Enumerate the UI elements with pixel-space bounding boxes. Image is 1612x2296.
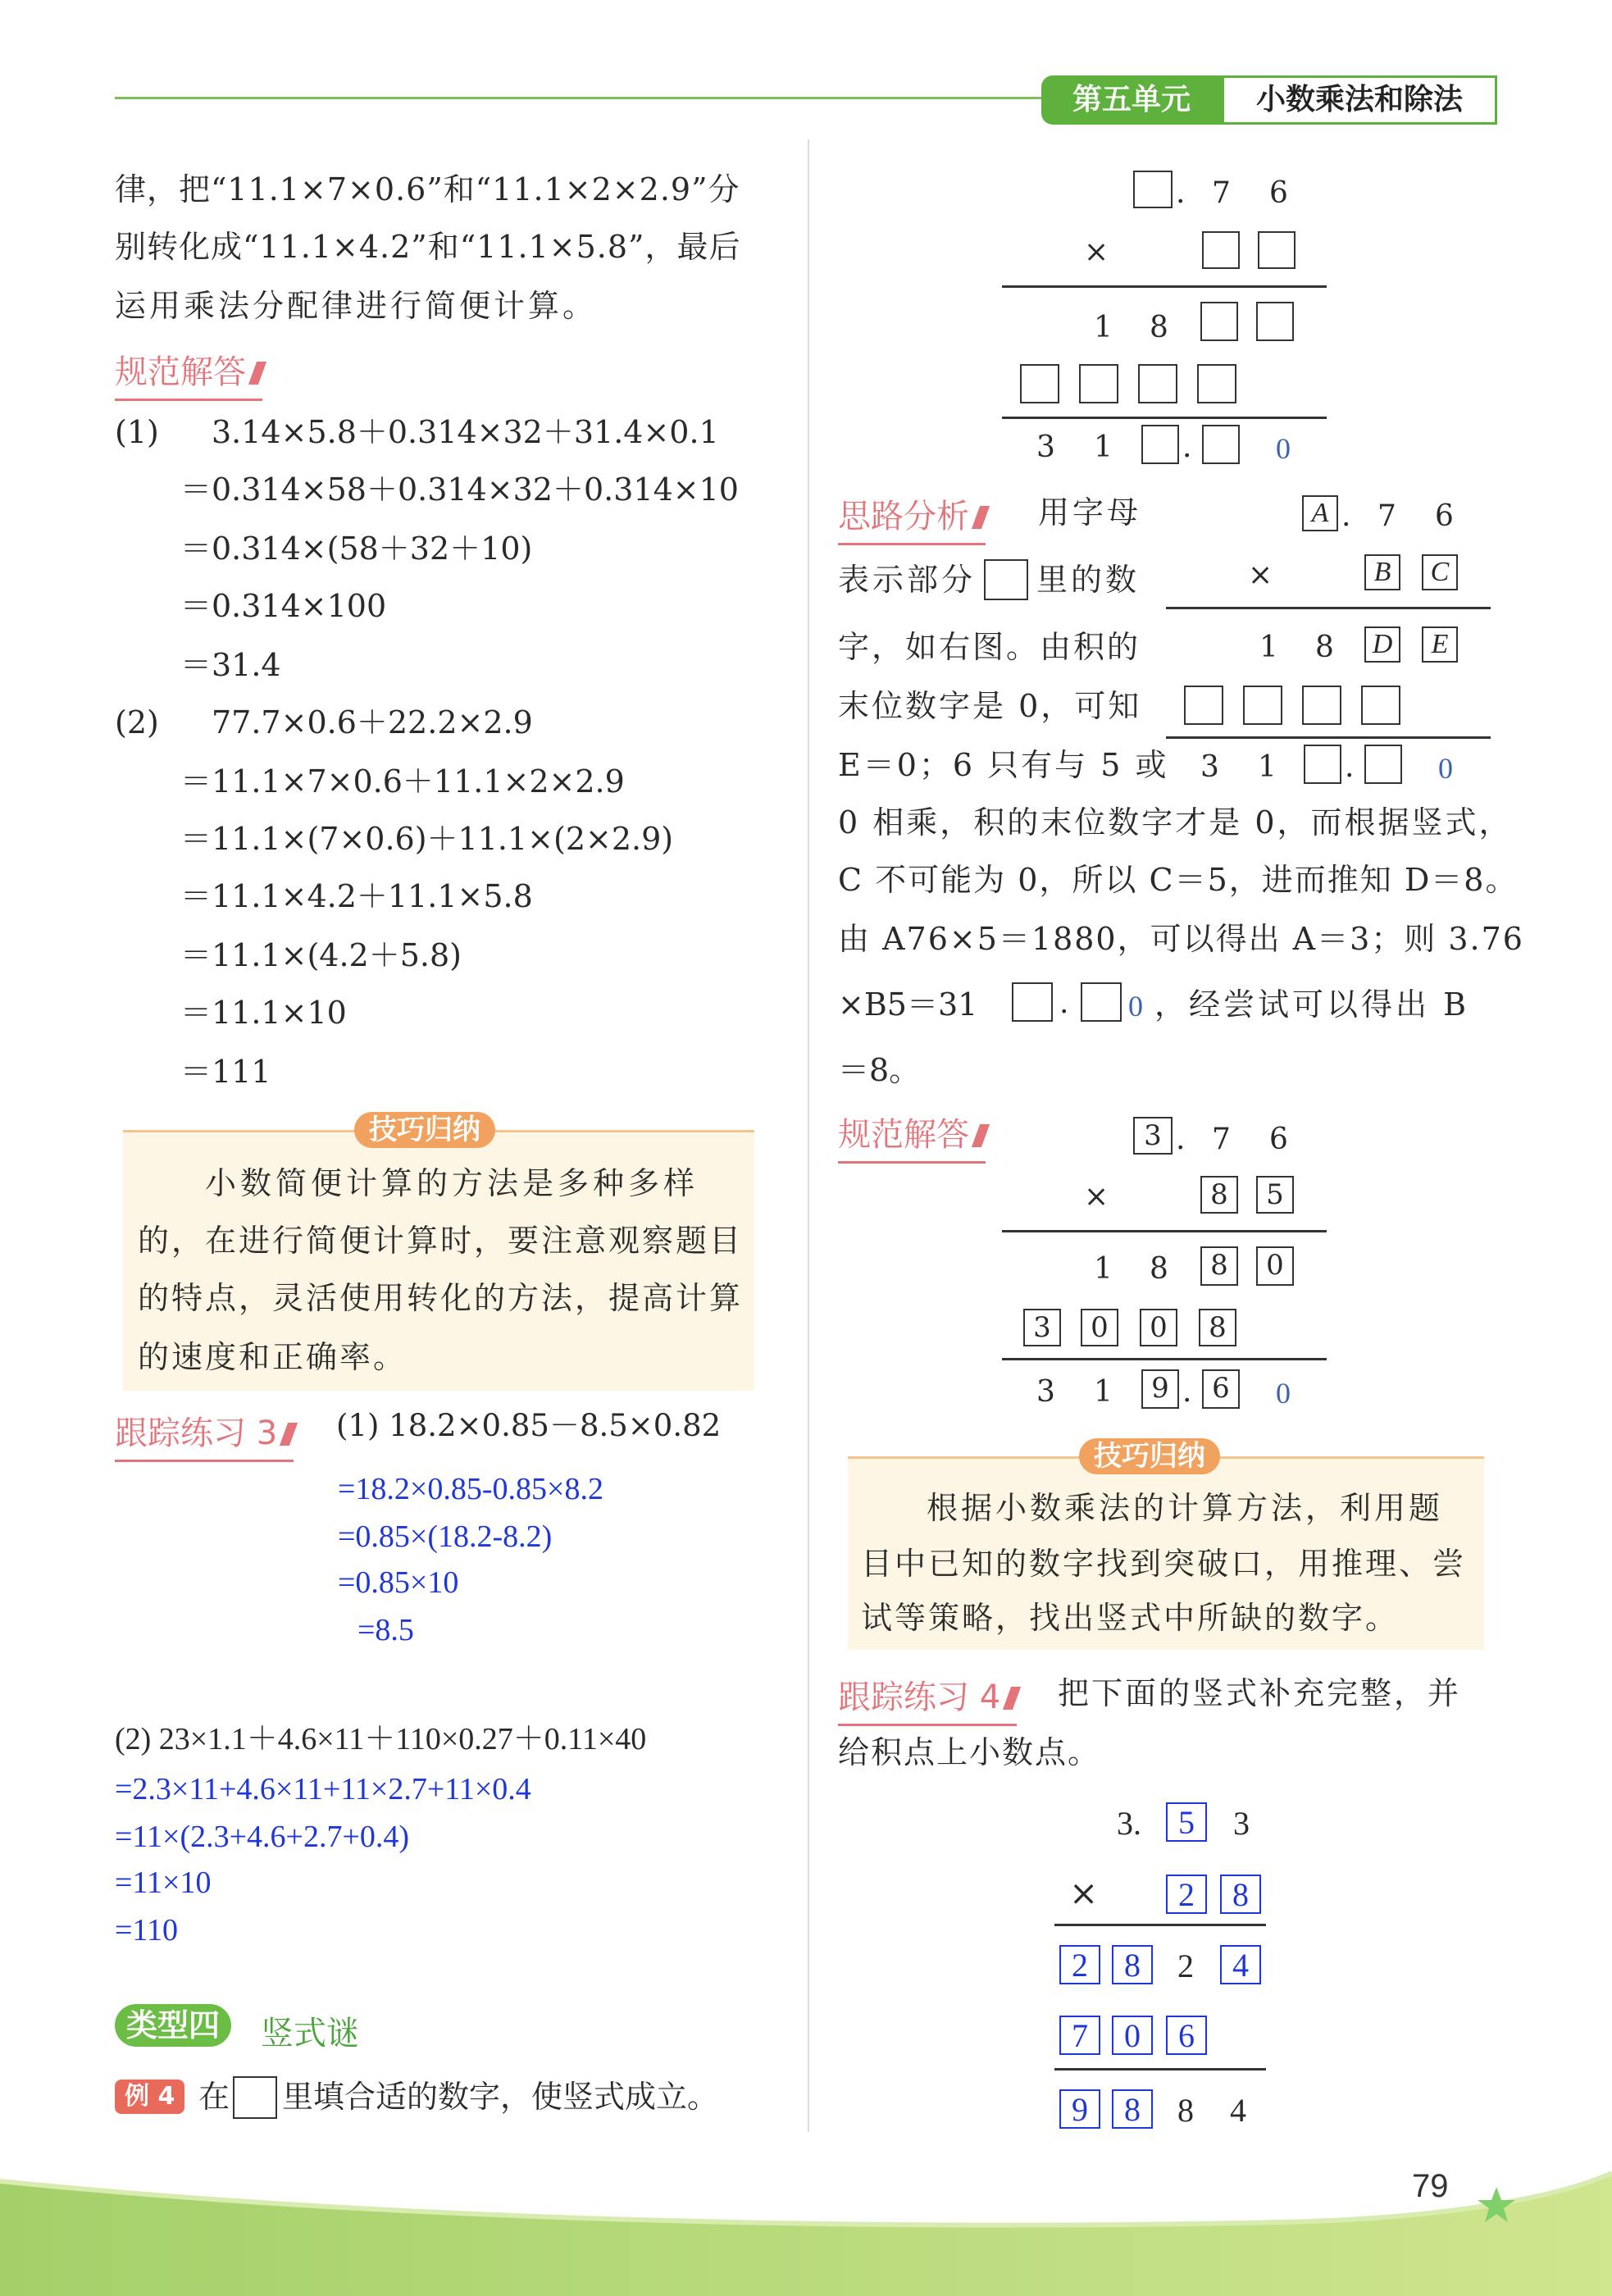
- tip-title-left: 技巧归纳: [354, 1112, 495, 1148]
- puzzle-rule-2: [1002, 417, 1327, 419]
- letter-box-c: C: [1422, 554, 1458, 590]
- lettered-box-r4: [1361, 686, 1400, 725]
- practice4-line-1: 把下面的竖式补充完整，并: [1058, 1675, 1462, 1711]
- analysis-label: 思路分析: [838, 490, 986, 537]
- p4-r3a[interactable]: 9: [1059, 2089, 1100, 2129]
- analysis-side-3: 里的数: [1036, 562, 1141, 598]
- lettered-digit-6: 6: [1435, 499, 1454, 533]
- header-rule: [115, 97, 1041, 99]
- puzzle-box-r4[interactable]: [1197, 364, 1236, 403]
- tip-left-line-2: 的，在进行简便计算时，要注意观察题目: [138, 1223, 744, 1259]
- p4-rule-1: [1054, 1924, 1266, 1926]
- p1-step-3: ＝0.314×(58＋32＋10): [180, 531, 533, 567]
- flag-icon: [1003, 1687, 1021, 1710]
- lettered-res-1: 1: [1258, 750, 1277, 784]
- puzzle-box-d[interactable]: [1200, 302, 1238, 341]
- puzzle-box-a[interactable]: [1133, 171, 1173, 208]
- analysis-line-5: ＝8。: [838, 1052, 921, 1088]
- puzzle-box-r3[interactable]: [1138, 364, 1177, 403]
- tip-left-line-4: 的速度和正确率。: [138, 1339, 408, 1375]
- type-title: 竖式谜: [261, 2015, 359, 2052]
- solved-box-r4: 8: [1199, 1309, 1236, 1346]
- solved-box-a: 3: [1133, 1117, 1173, 1155]
- p4-times: ×: [1069, 1873, 1099, 1913]
- lettered-digit-7: 7: [1377, 499, 1396, 533]
- p4-r1c: 2: [1177, 1947, 1194, 1984]
- analysis-side-4: 字，如右图。由积的: [838, 629, 1141, 665]
- p4-r3d: 4: [1230, 2092, 1246, 2129]
- lettered-box-r1: [1184, 686, 1223, 725]
- practice3-q1: (1) 18.2×0.85－8.5×0.82: [336, 1408, 722, 1443]
- solved-dot: .: [1176, 1123, 1186, 1156]
- puzzle-rule-1: [1002, 285, 1327, 288]
- p4-m1[interactable]: 2: [1166, 1875, 1207, 1914]
- solved-zero: 0: [1276, 1377, 1291, 1410]
- analysis-side-5: 末位数字是 0，可知: [838, 688, 1142, 724]
- tip-left-line-3: 的特点，灵活使用转化的方法，提高计算: [138, 1280, 744, 1316]
- puzzle-digit-6: 6: [1269, 176, 1288, 210]
- p4-r1b[interactable]: 8: [1112, 1945, 1153, 1984]
- intro-line-1: 律，把“11.1×7×0.6”和“11.1×2×2.9”分: [115, 171, 740, 207]
- practice4-line-2: 给积点上小数点。: [838, 1734, 1101, 1770]
- solved-box-d: 8: [1200, 1246, 1238, 1286]
- analysis-line-4-post: ，经尝试可以得出 B: [1154, 986, 1470, 1023]
- puzzle-box-r1[interactable]: [1020, 364, 1059, 403]
- header-unit-badge: [1041, 75, 1222, 125]
- p4-top-left: 3.: [1117, 1805, 1141, 1842]
- p2-label: (2): [115, 704, 159, 740]
- practice4-label: 跟踪练习 4: [838, 1671, 1017, 1718]
- blank-box-icon: [233, 2076, 277, 2119]
- puzzle-digit-7: 7: [1212, 176, 1231, 210]
- solved-box-r2: 0: [1081, 1309, 1118, 1346]
- puzzle-dot: .: [1176, 176, 1186, 210]
- tip-right-line-1: 根据小数乘法的计算方法，利用题: [927, 1490, 1444, 1526]
- letter-box-d: D: [1364, 626, 1400, 663]
- p4-r3c: 8: [1177, 2092, 1194, 2129]
- practice3-a1-line-3: =0.85×10: [338, 1565, 459, 1600]
- puzzle-box-r2[interactable]: [1079, 364, 1118, 403]
- p4-r3b[interactable]: 8: [1112, 2089, 1153, 2129]
- p4-rule-2: [1054, 2068, 1266, 2070]
- solved-box-f1: 9: [1141, 1369, 1179, 1409]
- p1-step-4: ＝0.314×100: [180, 588, 387, 624]
- analysis-line-1: 0 相乘，积的末位数字才是 0，而根据竖式，: [838, 804, 1513, 840]
- analysis-line-2: C 不可能为 0，所以 C＝5，进而推知 D＝8。: [838, 862, 1519, 898]
- p2-step-1: 77.7×0.6＋22.2×2.9: [212, 704, 533, 740]
- letter-box-e: E: [1422, 626, 1458, 663]
- solved-digit-6: 6: [1269, 1123, 1288, 1156]
- solved-p1-1: 1: [1094, 1252, 1113, 1286]
- puzzle-p1-1: 1: [1094, 311, 1113, 344]
- p4-r1a[interactable]: 2: [1059, 1945, 1100, 1984]
- analysis-inline-dot: .: [1059, 986, 1069, 1020]
- letter-box-b: B: [1364, 554, 1400, 590]
- lettered-res-dot: .: [1345, 750, 1355, 784]
- solved-res-dot: .: [1182, 1375, 1192, 1409]
- tip-right-line-2: 目中已知的数字找到突破口，用推理、尝: [861, 1546, 1467, 1582]
- p4-r2c[interactable]: 6: [1166, 2016, 1207, 2055]
- lettered-times: ×: [1248, 558, 1273, 592]
- lettered-res-3: 3: [1200, 750, 1219, 784]
- analysis-side-6: E＝0；6 只有与 5 或: [838, 747, 1169, 783]
- p2-step-4: ＝11.1×4.2＋11.1×5.8: [180, 878, 533, 914]
- example-badge: 例 4: [115, 2080, 184, 2114]
- tip-title-right: 技巧归纳: [1079, 1438, 1220, 1474]
- analysis-side-1: 用字母: [1038, 494, 1142, 531]
- flag-icon: [972, 506, 990, 529]
- p4-r1d[interactable]: 4: [1220, 1945, 1261, 1984]
- lettered-p1-1: 1: [1259, 631, 1278, 664]
- practice3-a2-line-3: =11×10: [115, 1866, 212, 1900]
- lettered-rule-1: [1166, 607, 1491, 609]
- practice3-q2: (2) 23×1.1＋4.6×11＋110×0.27＋0.11×40: [115, 1722, 647, 1756]
- puzzle-res-1: 1: [1094, 430, 1113, 464]
- p4-r2a[interactable]: 7: [1059, 2016, 1100, 2055]
- p4-top-box[interactable]: 5: [1166, 1802, 1207, 1842]
- p2-step-5: ＝11.1×(4.2＋5.8): [180, 937, 462, 973]
- flag-icon: [972, 1124, 990, 1147]
- p2-step-7: ＝111: [180, 1054, 271, 1090]
- solved-res-1: 1: [1094, 1375, 1113, 1409]
- flag-icon: [248, 362, 266, 385]
- solved-res-3: 3: [1036, 1375, 1055, 1409]
- flag-icon: [280, 1423, 298, 1446]
- example-text-pre: 在: [198, 2079, 230, 2115]
- solved-box-c: 5: [1256, 1176, 1294, 1214]
- lettered-box-r2: [1243, 686, 1282, 725]
- analysis-side-2: 表示部分: [838, 562, 977, 598]
- puzzle-box-f1[interactable]: [1141, 425, 1179, 464]
- puzzle-times: ×: [1084, 235, 1109, 269]
- solved-times: ×: [1084, 1180, 1109, 1214]
- puzzle-box-f2[interactable]: [1202, 425, 1240, 464]
- solved-box-r3: 0: [1140, 1309, 1177, 1346]
- analysis-inline-box-2: [1081, 982, 1122, 1022]
- p4-top-right: 3: [1233, 1805, 1250, 1842]
- type-badge: 类型四: [115, 2004, 231, 2047]
- puzzle-res-dot: .: [1182, 430, 1192, 464]
- column-divider: [808, 139, 809, 2132]
- p1-step-2: ＝0.314×58＋0.314×32＋0.314×10: [180, 472, 739, 508]
- solved-box-r1: 3: [1023, 1309, 1061, 1346]
- analysis-line-3: 由 A76×5＝1880，可以得出 A＝3；则 3.76: [838, 921, 1524, 957]
- puzzle-box-e[interactable]: [1256, 302, 1294, 341]
- solved-box-e: 0: [1256, 1246, 1294, 1286]
- tip-right-line-3: 试等策略，找出竖式中所缺的数字。: [861, 1600, 1400, 1636]
- puzzle-zero: 0: [1276, 432, 1291, 465]
- lettered-p1-8: 8: [1315, 631, 1334, 664]
- header-title-box: [1222, 75, 1497, 125]
- p2-step-6: ＝11.1×10: [180, 995, 347, 1031]
- footer-wave: [0, 2165, 1612, 2296]
- solved-p1-8: 8: [1150, 1252, 1168, 1286]
- header-unit: 第五单元: [1072, 83, 1191, 116]
- solved-rule-1: [1002, 1230, 1327, 1232]
- example-text-post: 里填合适的数字，使竖式成立。: [282, 2079, 719, 2115]
- practice3-a2-line-2: =11×(2.3+4.6+2.7+0.4): [115, 1820, 410, 1854]
- lettered-box-f1: [1304, 745, 1341, 784]
- analysis-inline-zero: 0: [1128, 990, 1143, 1023]
- practice3-a1-line-4: =8.5: [357, 1613, 414, 1647]
- practice3-a2-line-4: =110: [115, 1913, 179, 1947]
- solved-rule-2: [1002, 1358, 1327, 1360]
- puzzle-box-b[interactable]: [1202, 231, 1240, 269]
- lettered-zero: 0: [1438, 752, 1453, 785]
- practice3-label: 跟踪练习 3: [115, 1407, 294, 1454]
- p1-step-1: 3.14×5.8＋0.314×32＋31.4×0.1: [212, 414, 719, 450]
- lettered-rule-2: [1166, 736, 1491, 739]
- lettered-box-r3: [1302, 686, 1341, 725]
- p4-r2b[interactable]: 0: [1112, 2016, 1153, 2055]
- p2-step-3: ＝11.1×(7×0.6)＋11.1×(2×2.9): [180, 821, 674, 857]
- puzzle-box-c[interactable]: [1258, 231, 1296, 269]
- blank-box-icon-analysis: [984, 559, 1028, 600]
- intro-line-3: 运用乘法分配律进行简便计算。: [115, 288, 598, 324]
- p2-step-2: ＝11.1×7×0.6＋11.1×2×2.9: [180, 763, 625, 800]
- p1-label: (1): [115, 414, 159, 450]
- puzzle-p1-8: 8: [1150, 311, 1168, 344]
- solution-label-right: 规范解答: [838, 1109, 986, 1155]
- analysis-line-4-pre: ×B5＝31: [838, 986, 978, 1023]
- header-title: 小数乘法和除法: [1255, 83, 1463, 116]
- lettered-box-f2: [1364, 745, 1402, 784]
- intro-line-2: 别转化成“11.1×4.2”和“11.1×5.8”，最后: [115, 229, 741, 265]
- practice3-a2-line-1: =2.3×11+4.6×11+11×2.7+11×0.4: [115, 1772, 531, 1806]
- solved-box-f2: 6: [1202, 1369, 1240, 1409]
- p4-m2[interactable]: 8: [1220, 1875, 1261, 1914]
- lettered-dot: .: [1341, 499, 1351, 533]
- solved-digit-7: 7: [1212, 1123, 1231, 1156]
- tip-left-line-1: 小数简便计算的方法是多种多样: [205, 1165, 699, 1201]
- practice3-a1-line-2: =0.85×(18.2-8.2): [338, 1519, 553, 1554]
- solution-label-left: 规范解答: [115, 346, 262, 393]
- solved-box-b: 8: [1200, 1176, 1238, 1214]
- p1-step-5: ＝31.4: [180, 647, 281, 683]
- practice3-a1-line-1: =18.2×0.85-0.85×8.2: [338, 1472, 603, 1506]
- puzzle-res-3: 3: [1036, 430, 1055, 464]
- star-icon: [1476, 2184, 1517, 2225]
- letter-box-a: A: [1302, 495, 1338, 531]
- page-number: 79: [1412, 2168, 1449, 2204]
- analysis-inline-box-1: [1012, 982, 1053, 1022]
